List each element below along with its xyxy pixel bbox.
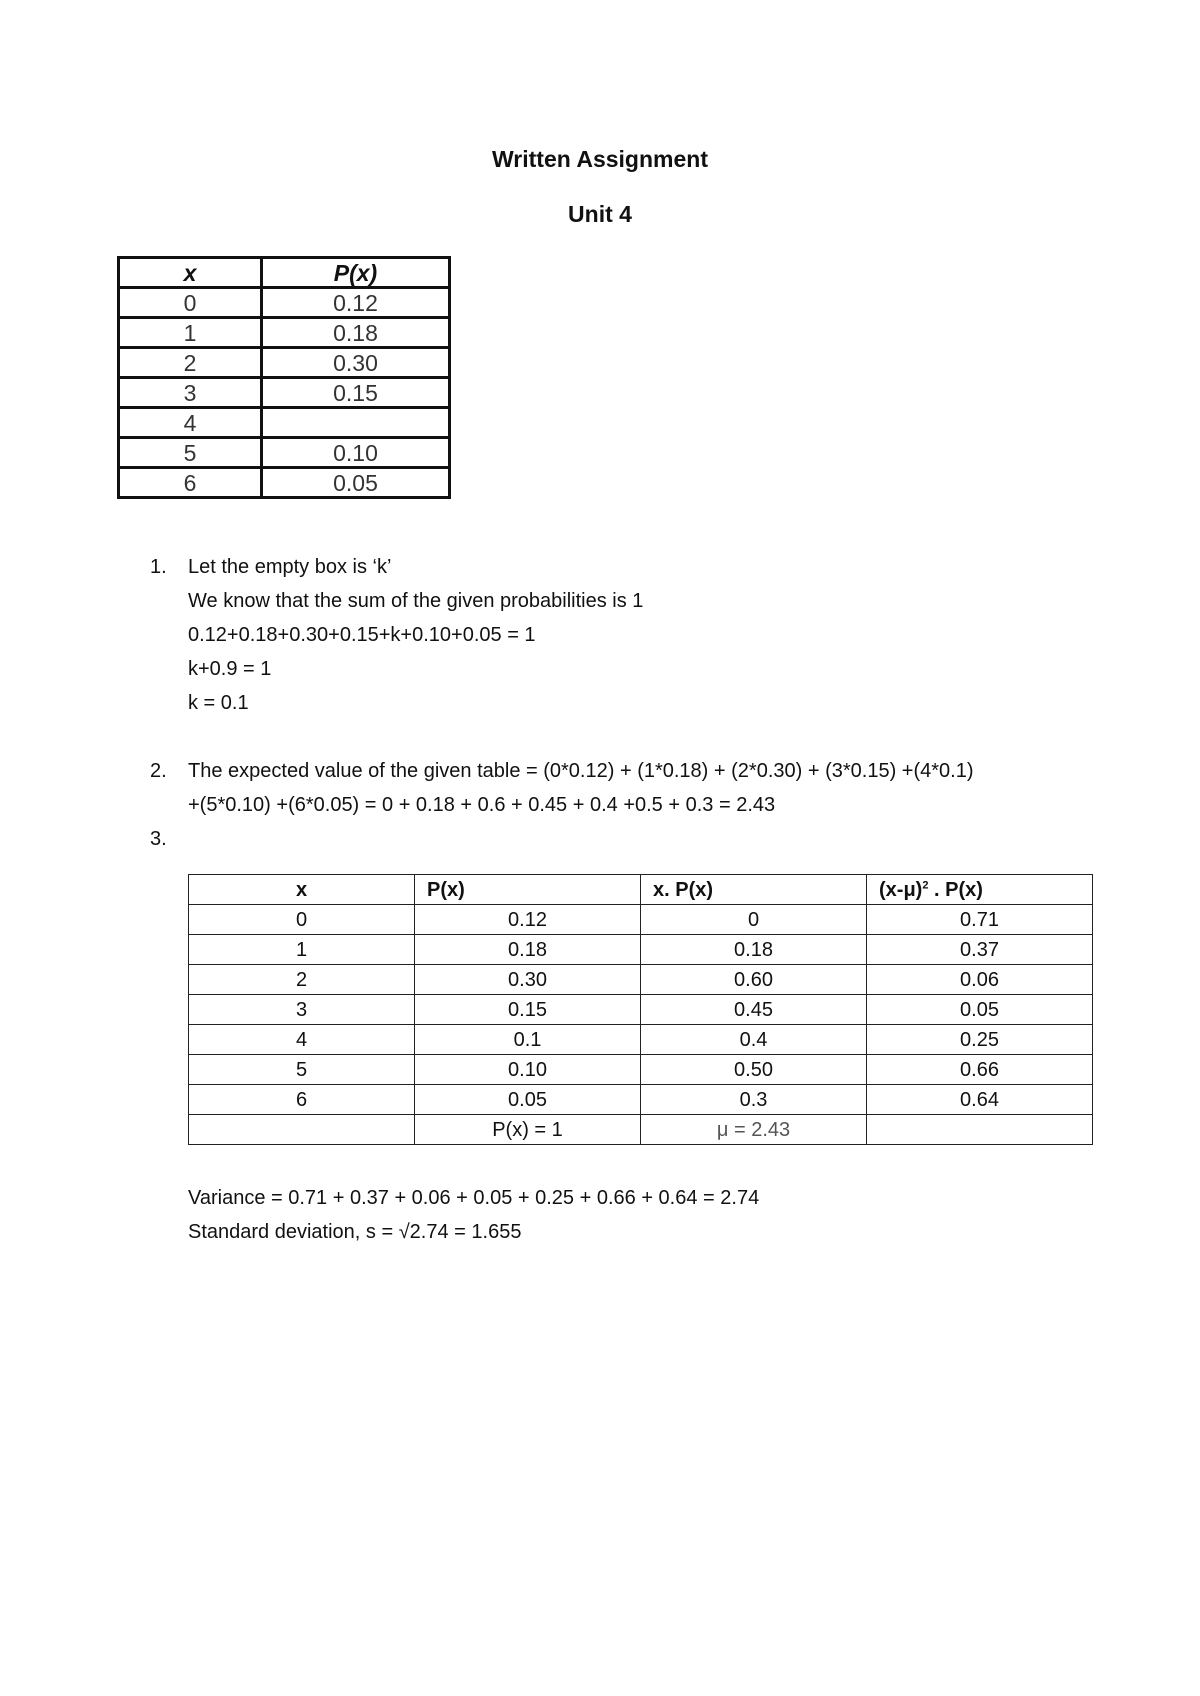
table-cell: 0.30 — [415, 965, 641, 995]
table-cell-empty — [262, 408, 450, 438]
page-subtitle: Unit 4 — [568, 201, 632, 227]
table-cell: 0.18 — [641, 935, 867, 965]
table-cell: 0.10 — [415, 1055, 641, 1085]
table-header-row — [119, 258, 450, 288]
table-cell: 0.37 — [867, 935, 1093, 965]
table-cell: 0.05 — [867, 995, 1093, 1025]
table-cell: 0 — [641, 905, 867, 935]
question-1-number: 1. — [150, 556, 167, 578]
q1-line-2: We know that the sum of the given probabilities is 1 — [188, 590, 644, 612]
table-row — [119, 468, 450, 498]
page-title: Written Assignment — [492, 146, 708, 172]
table-header-px: P(x) — [415, 875, 641, 905]
table-cell: 0.18 — [262, 318, 450, 348]
table-cell: 0.30 — [262, 348, 450, 378]
table-cell: 0.12 — [415, 905, 641, 935]
table-header-xpx: x. P(x) — [641, 875, 867, 905]
table-cell: 0.71 — [867, 905, 1093, 935]
table-row — [189, 995, 1093, 1025]
deviation-px: . P(x) — [928, 878, 983, 901]
table-row — [189, 965, 1093, 995]
table-cell-empty — [189, 1115, 415, 1145]
table-cell: 5 — [119, 438, 262, 468]
q1-line-1: Let the empty box is ‘k’ — [188, 556, 392, 578]
table-header-row — [189, 875, 1093, 905]
variance-line: Variance = 0.71 + 0.37 + 0.06 + 0.05 + 0.25 + 0.66 + 0.64 = 2.74 — [188, 1187, 760, 1209]
table-row — [189, 935, 1093, 965]
table-cell: 0.12 — [262, 288, 450, 318]
table-cell: 0.05 — [415, 1085, 641, 1115]
table-cell: 0 — [119, 288, 262, 318]
table-row — [119, 378, 450, 408]
table-cell: 0.06 — [867, 965, 1093, 995]
question-3-number: 3. — [150, 828, 167, 850]
table-row — [189, 905, 1093, 935]
table-row — [119, 348, 450, 378]
q2-line-1: The expected value of the given table = (0*0.12) + (1*0.18) + (2*0.30) + (3*0.15) +(4*0.1) — [188, 760, 974, 782]
table-cell: 0.25 — [867, 1025, 1093, 1055]
deviation-term: (x-μ) — [879, 878, 923, 901]
table-cell: 2 — [189, 965, 415, 995]
mean-value: μ = 2.43 — [641, 1115, 867, 1145]
table-row — [119, 408, 450, 438]
table-cell: 5 — [189, 1055, 415, 1085]
table-cell: 4 — [119, 408, 262, 438]
table-cell: 0.60 — [641, 965, 867, 995]
table-row — [119, 318, 450, 348]
std-dev-line: Standard deviation, s = √2.74 = 1.655 — [188, 1221, 522, 1243]
table-row — [189, 1055, 1093, 1085]
table-cell: 3 — [189, 995, 415, 1025]
q1-line-3: 0.12+0.18+0.30+0.15+k+0.10+0.05 = 1 — [188, 624, 536, 646]
table-row — [189, 1085, 1093, 1115]
table-header-x: x — [189, 875, 415, 905]
table-cell: 6 — [119, 468, 262, 498]
table-cell: 0 — [189, 905, 415, 935]
q2-line-2: +(5*0.10) +(6*0.05) = 0 + 0.18 + 0.6 + 0.45 + 0.4 +0.5 + 0.3 = 2.43 — [188, 794, 776, 816]
table-cell: 0.15 — [262, 378, 450, 408]
table-footer-row — [189, 1115, 1093, 1145]
table-cell: 0.45 — [641, 995, 867, 1025]
table-cell: 0.4 — [641, 1025, 867, 1055]
table-cell: 4 — [189, 1025, 415, 1055]
q1-line-5: k = 0.1 — [188, 692, 249, 714]
table-cell: 0.10 — [262, 438, 450, 468]
probability-table — [117, 256, 451, 499]
table-cell: 6 — [189, 1085, 415, 1115]
table-cell: 0.64 — [867, 1085, 1093, 1115]
table-cell: 1 — [189, 935, 415, 965]
table-row — [119, 288, 450, 318]
table-cell: 0.1 — [415, 1025, 641, 1055]
variance-table — [188, 874, 1093, 1145]
table-header-px: P(x) — [262, 258, 450, 288]
table-row — [189, 1025, 1093, 1055]
table-cell: 1 — [119, 318, 262, 348]
q1-line-4: k+0.9 = 1 — [188, 658, 272, 680]
exponent: 2 — [922, 878, 929, 891]
table-cell-empty — [867, 1115, 1093, 1145]
table-cell: 3 — [119, 378, 262, 408]
table-cell: 0.50 — [641, 1055, 867, 1085]
table-cell: 0.05 — [262, 468, 450, 498]
table-cell: 2 — [119, 348, 262, 378]
table-cell: 0.66 — [867, 1055, 1093, 1085]
table-cell: 0.15 — [415, 995, 641, 1025]
question-2-number: 2. — [150, 760, 167, 782]
probability-sum: P(x) = 1 — [415, 1115, 641, 1145]
table-cell: 0.3 — [641, 1085, 867, 1115]
table-row — [119, 438, 450, 468]
table-header-x: x — [119, 258, 262, 288]
table-cell: 0.18 — [415, 935, 641, 965]
table-header-deviation — [867, 875, 1093, 905]
